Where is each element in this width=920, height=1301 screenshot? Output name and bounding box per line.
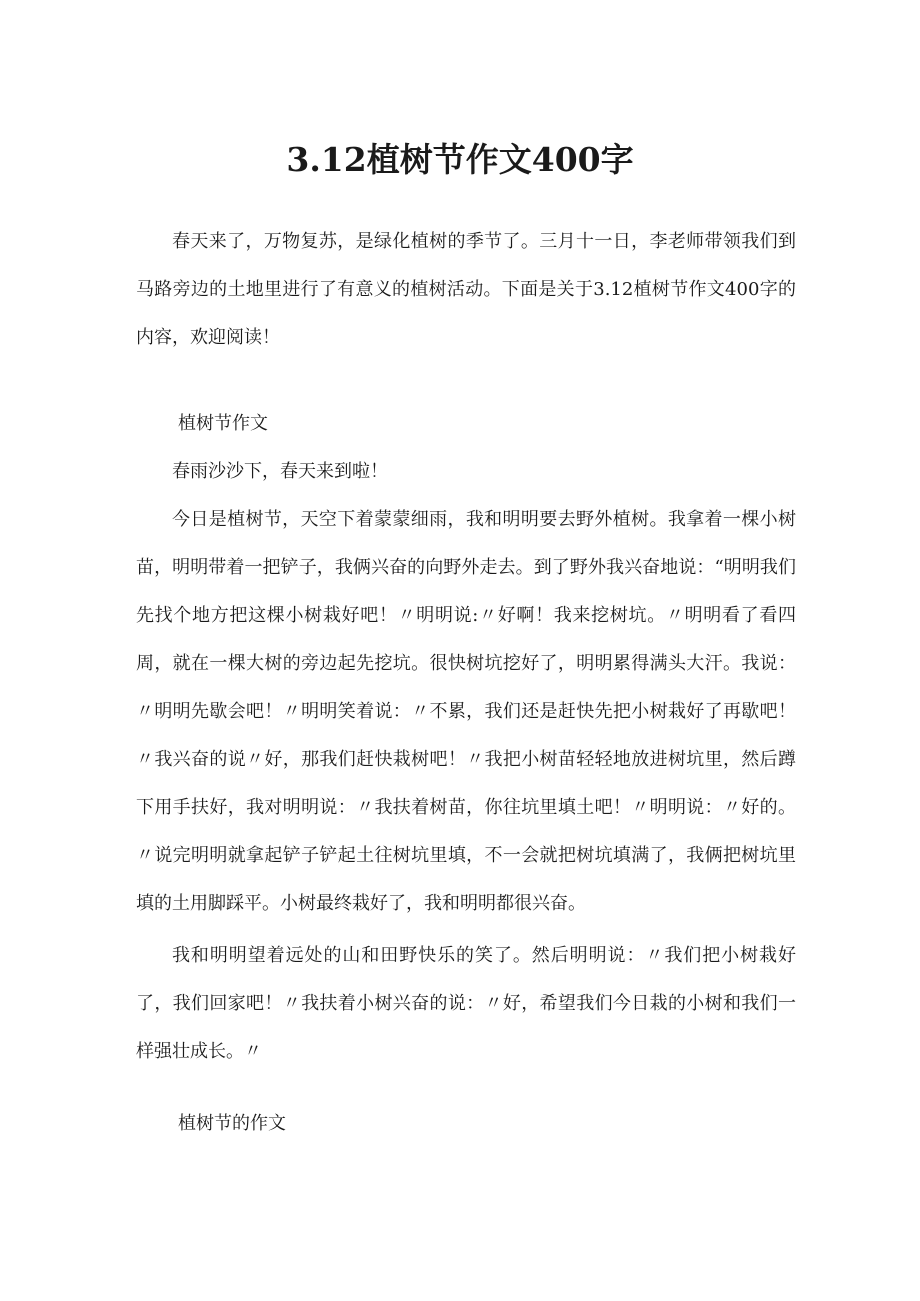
opening-line: 春雨沙沙下，春天来到啦！: [172, 461, 388, 482]
body-paragraph-1: 今日是植树节，天空下着蒙蒙细雨，我和明明要去野外植树。我拿着一棵小树苗，明明带着一把铲子，我俩兴奋的向野外走去。到了野外我兴奋地说：“明明我们先找个地方把这棵小树栽好吧！〃明明说:〃好啊！我来挖树坑。〃明明看了看四周，就在一棵大树的旁边起先挖坑。很快树坑挖好了，明明累得满头大汗。我说：〃明明先歇会吧！〃明明笑着说：〃不累，我们还是赶快先把小树栽好了再歇吧！〃我兴奋的说〃好，那我们赶快栽树吧！〃我把小树苗轻轻地放进树坑里，然后蹲下用手扶好，我对明明说：〃我扶着树苗，你往坑里填土吧！〃明明说：〃好的。〃说完明明就拿起铲子铲起土往树坑里填，不一会就把树坑填满了，我俩把树坑里填的土用脚踩平。小树最终栽好了，我和明明都很兴奋。: [136, 509, 796, 914]
section-heading-1: 植树节作文: [178, 413, 268, 434]
section-heading-2: 植树节的作文: [178, 1113, 286, 1134]
intro-paragraph: 春天来了，万物复苏，是绿化植树的季节了。三月十一日，李老师带领我们到马路旁边的土地里进行了有意义的植树活动。下面是关于3.12植树节作文400字的内容，欢迎阅读！: [136, 231, 796, 348]
document-title: 3.12植树节作文400字: [286, 140, 634, 179]
body-paragraph-2: 我和明明望着远处的山和田野快乐的笑了。然后明明说：〃我们把小树栽好了，我们回家吧！〃我扶着小树兴奋的说：〃好，希望我们今日栽的小树和我们一样强壮成长。〃: [136, 945, 796, 1062]
